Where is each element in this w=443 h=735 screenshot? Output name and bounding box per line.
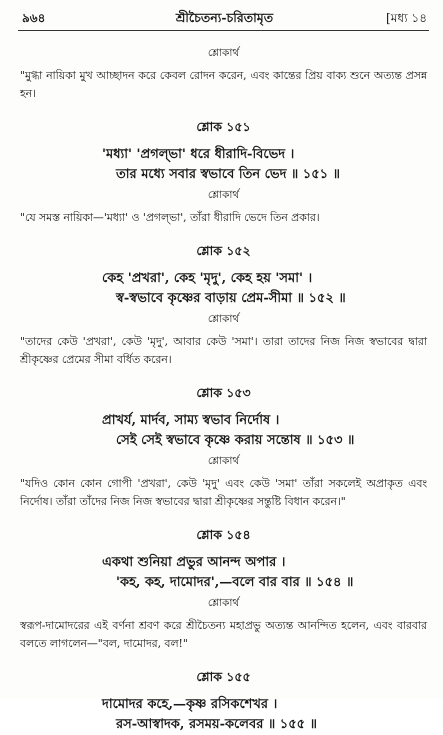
- verse-line: 'মধ্যা' 'প্রগল্‌ভা' ধরে ধীরাদি-বিভেদ ।: [102, 147, 295, 162]
- verse-line: স্ব-স্বভাবে কৃষ্ণের বাড়ায় প্রেম-সীমা ॥ ১৫২ ॥: [116, 291, 346, 306]
- verse-line: 'কহ, কহ, দামোদর',—বলে বার বার ॥ ১৫৪ ॥: [116, 575, 354, 590]
- verse-line: প্রাখর্য, মার্দব, সাম্য স্বভাব নির্দোষ ।: [102, 413, 280, 428]
- translation-label: শ্লোকার্থ: [207, 189, 240, 201]
- translation-label: শ্লোকার্থ: [207, 597, 240, 609]
- verse-number: শ্লোক ১৫৩: [196, 385, 251, 400]
- verse-number: শ্লোক ১৫৪: [196, 527, 251, 542]
- translation-paragraph: "যে সমস্ত নায়িকা—'মধ্যা' ও 'প্রগল্‌ভা', তাঁরা ধীরাদি ভেদে তিন প্রকার।: [20, 211, 320, 224]
- page-header: [22, 8, 427, 30]
- translation-label: শ্লোকার্থ: [207, 313, 240, 325]
- page-number: ৯৬৪: [22, 11, 46, 25]
- verse-line: দামোদর কহে,—কৃষ্ণ রসিকশেখর ।: [102, 697, 278, 712]
- verse-line: কেহ 'প্রখরা', কেহ 'মৃদু', কেহ হয় 'সমা' ।: [102, 271, 313, 286]
- verse-line: তার মধ্যে সবার স্বভাবে তিন ভেদ ॥ ১৫১ ॥: [116, 167, 340, 182]
- verse-line: সেই সেই স্বভাবে কৃষ্ণে করায় সন্তোষ ॥ ১৫৩ ॥: [116, 433, 355, 448]
- verse-line: একথা শুনিয়া প্রভুর আনন্দ অপার ।: [102, 555, 286, 570]
- translation-label: শ্লোকার্থ: [207, 455, 240, 467]
- verse-line: রস-আস্বাদক, রসময়-কলেবর ॥ ১৫৫ ॥: [116, 717, 317, 732]
- translation-paragraph: "যদিও কোন কোন গোপী 'প্রখরা', কেউ 'মৃদু' এবং কেউ 'সমা' তাঁরা সকলেই অপ্রাকৃত এবং নির্দোষ। তাঁরা তাঁদের নিজ নিজ স্বভাবের দ্বারা শ্রীকৃষ্ণের সন্তুষ্টি বিধান করেন।": [20, 477, 427, 508]
- verse-number: শ্লোক ১৫১: [196, 119, 251, 134]
- translation-paragraph: "মুগ্ধা নায়িকা মুখ আচ্ছাদন করে কেবল রোদন করেন, এবং কান্তের প্রিয় বাক্য শুনে অত্যন্ত প্রসন্ন হন।: [20, 69, 427, 100]
- translation-paragraph: "তাদের কেউ 'প্রখরা', কেউ 'মৃদু', আবার কেউ 'সমা'। তারা তাদের নিজ নিজ স্বভাবের দ্বারা শ্রীকৃষ্ণের প্রেমের সীমা বর্ধিত করেন।: [20, 335, 427, 366]
- translation-label: শ্লোকার্থ: [207, 47, 240, 59]
- verse-number: শ্লোক ১৫৫: [196, 669, 251, 684]
- page-content: [20, 46, 427, 735]
- translation-paragraph: স্বরূপ-দামোদরের এই বর্ণনা শ্রবণ করে শ্রীচৈতন্য মহাপ্রভু অত্যন্ত আনন্দিত হলেন, এবং বারবার বলতে লাগলেন—"বল, দামোদর, বল!": [20, 619, 427, 650]
- verse-number: শ্লোক ১৫২: [196, 243, 251, 258]
- header-rule: [18, 30, 429, 31]
- chapter-marker: [মধ্য ১৪: [386, 11, 427, 25]
- running-title: শ্রীচৈতন্য-চরিতামৃত: [175, 10, 274, 25]
